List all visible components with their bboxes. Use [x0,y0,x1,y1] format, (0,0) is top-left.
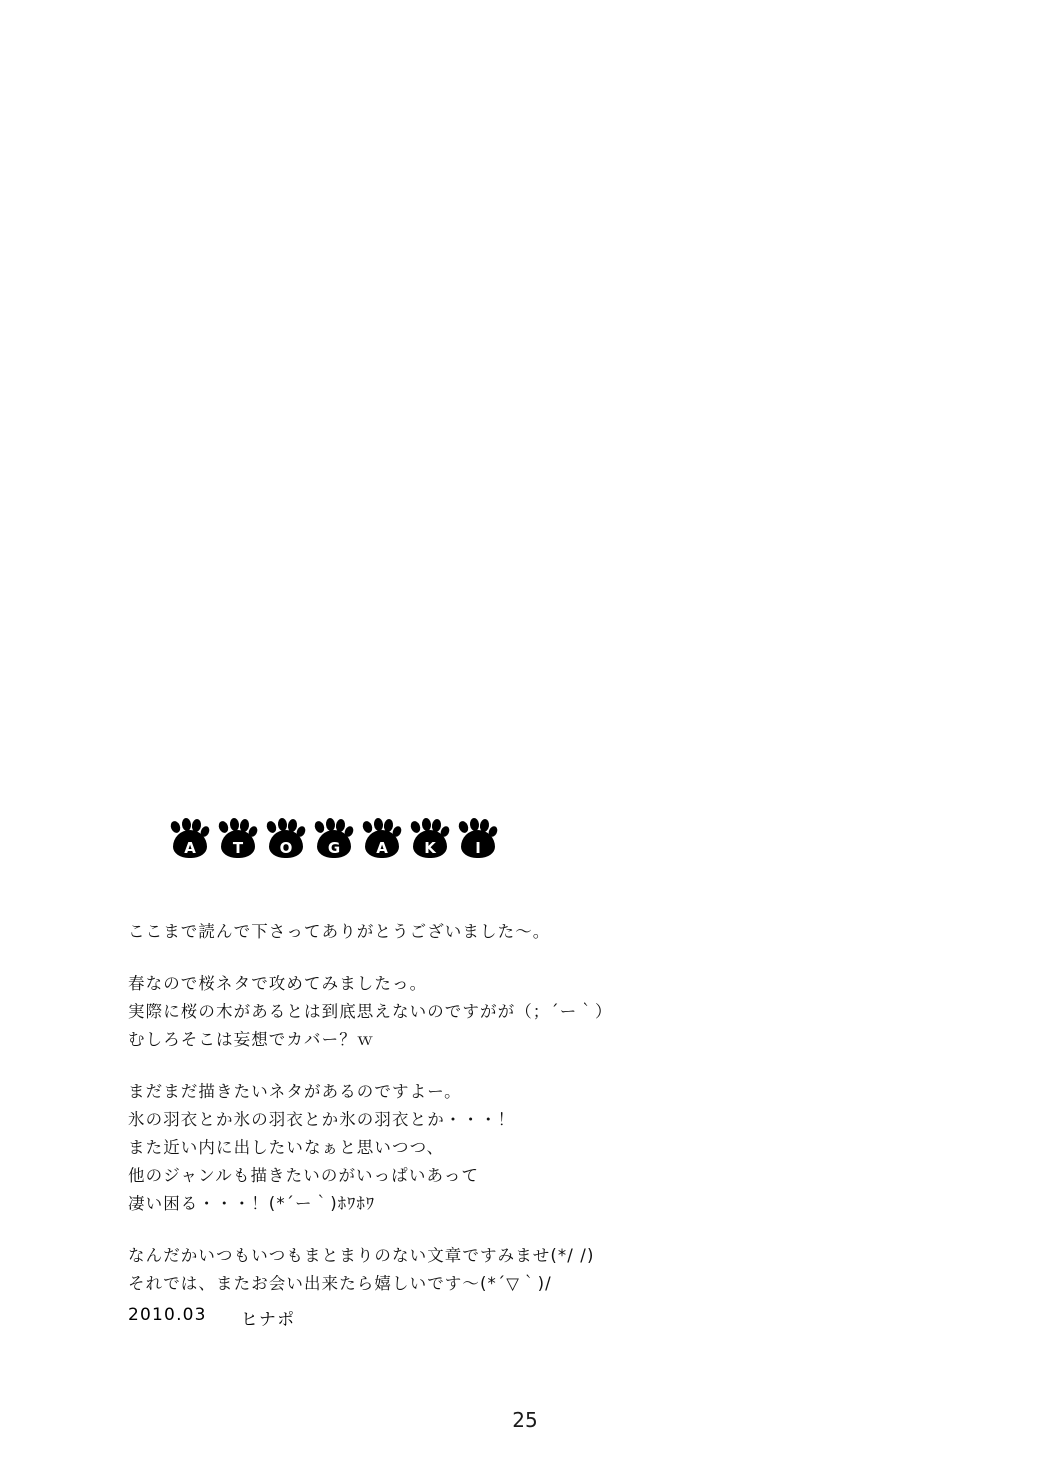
paw-print-icon [216,818,260,864]
paragraph [128,970,948,1054]
text-line: 氷の羽衣とか氷の羽衣とか氷の羽衣とか・・・！ [128,1110,516,1129]
text-line: むしろそこは妄想でカバー？ｗ [128,1030,375,1049]
page-number: 25 [512,1408,538,1432]
text-line: 実際に桜の木があるとは到底思えないのですがが（；´ー｀） [128,1002,613,1021]
afterword-body [128,918,948,1322]
text-line: それでは、またお会い出来たら嬉しいです～(*´▽｀)/ [128,1274,552,1293]
title-letter: A [184,838,196,857]
text-line: まだまだ描きたいネタがあるのですよー。 [128,1082,462,1101]
paw-print-icon [456,818,500,864]
afterword-title [168,818,500,864]
paragraph [128,1078,948,1218]
text-line: 凄い困る・・・！(*´ー｀)ﾎﾜﾎﾜ [128,1194,376,1213]
title-letter: G [327,838,341,857]
text-line: また近い内に出したいなぁと思いつつ、 [128,1138,445,1157]
paw-print-icon [264,818,308,864]
paw-print-icon [312,818,356,864]
paragraph [128,1242,948,1298]
text-line: 春なので桜ネタで攻めてみましたっ。 [128,974,428,993]
text-line: なんだかいつもいつもまとまりのない文章ですみませ(*/ /) [128,1246,595,1265]
text-line: ここまで読んで下さってありがとうございました～。 [128,922,551,941]
paw-print-icon [168,818,212,864]
text-line: 他のジャンルも描きたいのがいっぱいあって [128,1166,480,1185]
signature-author: ヒナポ [240,1310,296,1330]
title-letter: I [475,838,481,857]
paragraph [128,918,948,946]
title-letter: A [376,838,388,857]
title-letter: T [232,838,244,857]
signature [128,1305,295,1330]
paw-print-icon [360,818,404,864]
signature-date: 2010.03 [128,1305,207,1325]
title-letter: O [279,838,293,857]
paw-print-icon [408,818,452,864]
title-letter: K [424,838,436,857]
